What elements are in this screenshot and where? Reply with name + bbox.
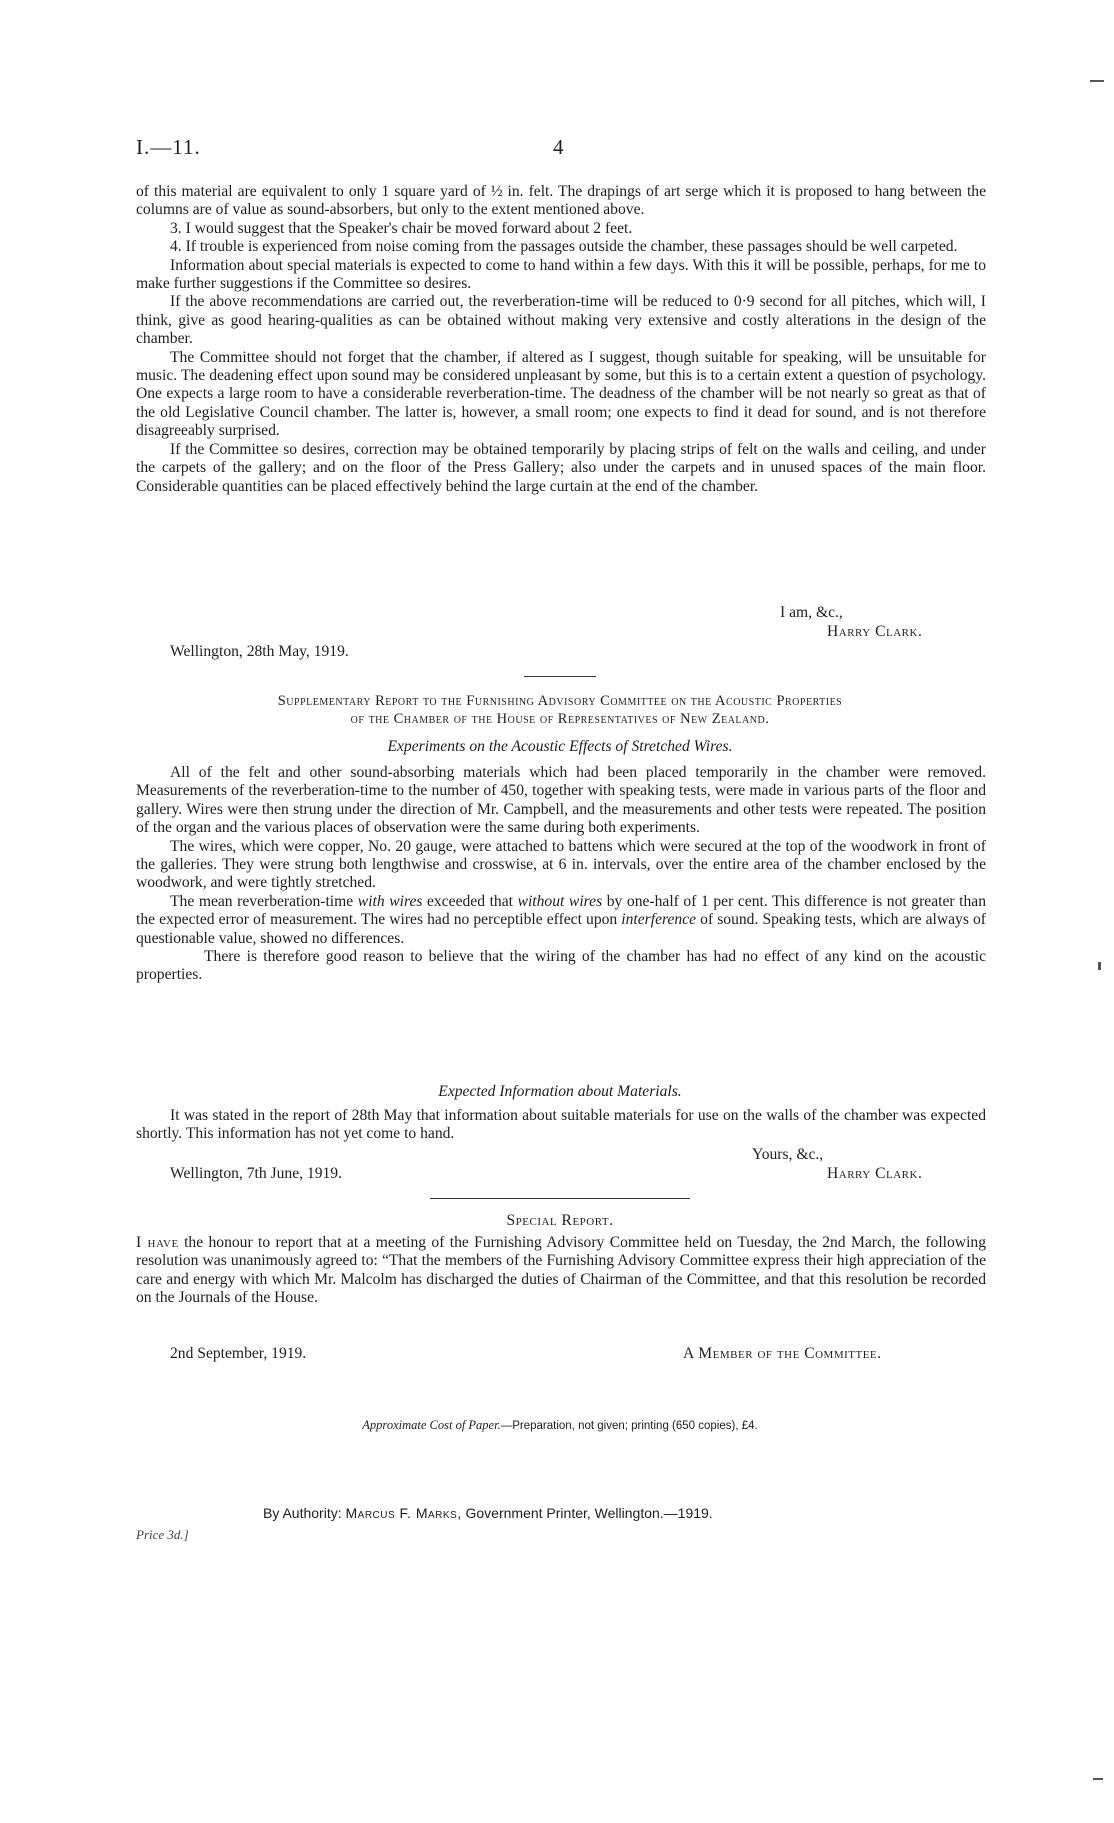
- place-date: Wellington, 7th June, 1919.: [170, 1165, 342, 1182]
- paragraph: of this material are equivalent to only 1 square yard of ½ in. felt. The drapings of art serge which it is proposed to hang between the columns are of value as sound-absorbers, but only to the extent mentioned above.: [136, 183, 986, 219]
- report-continuation: [136, 183, 986, 496]
- printer-details: Government Printer, Wellington.—1919.: [461, 1505, 713, 1521]
- supplementary-report-title: [120, 692, 1000, 728]
- lead-in: I have: [136, 1234, 179, 1251]
- paragraph: 3. I would suggest that the Speaker's chair be moved forward about 2 feet.: [170, 219, 633, 237]
- paragraph: Information about special materials is expected to come to hand within a few days. With this it will be possible, perhaps, for me to make further suggestions if the Committee so desires.: [136, 256, 986, 293]
- cost-note: [120, 1418, 1000, 1433]
- paragraph: If the Committee so desires, correction may be obtained temporarily by placing strips of felt on the walls and ceiling, and under the carpets of the gallery; and on the floor of the Press Gallery; also under the carpets and in unused spaces of the main floor. Considerable quantities can be placed effectively behind the large curtain at the end of the chamber.: [136, 440, 986, 495]
- printer-name: Marcus F. Marks,: [345, 1505, 462, 1521]
- paragraph: The wires, which were copper, No. 20 gauge, were attached to battens which were secured at the top of the woodwork in front of the galleries. They were strung both lengthwise and crosswise, at 6 in. intervals, over the entire area of the chamber enclosed by the woodwork, and were tightly stretched.: [136, 837, 986, 892]
- signature: Harry Clark.: [827, 1165, 923, 1182]
- text-run: by one-half of 1 per cent. This difference is not greater than the expected error of measurement. The wires had no perceptible effect upon: [136, 892, 987, 929]
- place-date: Wellington, 28th May, 1919.: [170, 643, 349, 660]
- emphasis: interference: [621, 911, 697, 929]
- authority-label: By Authority:: [263, 1505, 342, 1521]
- paragraph: There is therefore good reason to believe that the wiring of the chamber has had no effect of any kind on the acoustic properties.: [136, 948, 986, 984]
- report-date: 2nd September, 1919.: [170, 1345, 307, 1362]
- title-line: of the Chamber of the House of Representatives of New Zealand.: [350, 711, 770, 727]
- subtitle: Expected Information about Materials.: [438, 1083, 682, 1100]
- signature: A Member of the Committee.: [683, 1345, 882, 1362]
- text-run: The mean reverberation-time: [170, 892, 358, 910]
- special-report-title: Special Report.: [506, 1212, 614, 1229]
- signature: Harry Clark.: [827, 623, 923, 640]
- emphasis: with wires: [357, 892, 423, 910]
- paragraph-block: [136, 1107, 986, 1144]
- scan-mark: [1090, 80, 1104, 82]
- text-run: the honour to report that at a meeting of the Furnishing Advisory Committee held on Tuesday, the 2nd March, the following resolution was unanimously agreed to: “That the members of the Furnishing Advisory Committee express their high appreciation of the care and energy with which Mr. Malcolm has discharged the duties of Chairman of the Committee, and that this resolution be recorded on the Journals of the House.: [136, 1234, 986, 1307]
- section-divider: [430, 1198, 690, 1199]
- special-report-body: [136, 1234, 986, 1308]
- title-line: Supplementary Report to the Furnishing Advisory Committee on the Acoustic Properties: [277, 693, 843, 709]
- scan-mark: [1098, 962, 1101, 970]
- printer-imprint: [263, 1505, 713, 1521]
- closing-salutation: Yours, &c.,: [752, 1146, 824, 1163]
- paragraph: The Committee should not forget that the chamber, if altered as I suggest, though suitable for speaking, will be unsuitable for music. The deadening effect upon sound may be considered unpleasant by some, but this is to a certain extent a question of psychology. One expects a large room to have a considerable reverberation-time. The deadness of the chamber will be not nearly so great as that of the old Legislative Council chamber. The latter is, however, a small room; one expects to find it dead for sound, and is not therefore disagreeably surprised.: [136, 348, 986, 440]
- paragraph: All of the felt and other sound-absorbing materials which had been placed temporarily in the chamber were removed. Measurements of the reverberation-time to the number of 450, together with speaking tests, were made in various parts of the floor and gallery. Wires were then strung under the direction of Mr. Campbell, and the measurements and other tests were repeated. The position of the organ and the various places of observation were the same during both experiments.: [136, 764, 986, 837]
- price: Price 3d.]: [136, 1527, 189, 1542]
- emphasis: without wires: [517, 892, 603, 910]
- closing-salutation: I am, &c.,: [780, 604, 843, 621]
- paragraph: 4. If trouble is experienced from noise coming from the passages outside the chamber, these passages should be well carpeted.: [170, 238, 958, 256]
- paragraph: [136, 1234, 986, 1308]
- cost-label: Approximate Cost of Paper.: [362, 1418, 501, 1432]
- document-reference: I.—11.: [136, 135, 201, 159]
- text-run: exceeded that: [422, 892, 518, 910]
- subtitle: Experiments on the Acoustic Effects of Stretched Wires.: [387, 738, 733, 755]
- page-number: 4: [553, 135, 565, 159]
- supplementary-report-body: [136, 764, 986, 985]
- cost-text: —Preparation, not given; printing (650 copies), £4.: [500, 1420, 758, 1432]
- scan-mark: [1093, 1778, 1103, 1780]
- paragraph: If the above recommendations are carried out, the reverberation-time will be reduced to 0·9 second for all pitches, which will, I think, give as good hearing-qualities as can be obtained without making very extensive and costly alterations in the design of the chamber.: [136, 293, 986, 348]
- section-divider: [524, 676, 596, 677]
- paragraph: [136, 893, 986, 948]
- text-run: of sound. Speaking tests, which are always of questionable value, showed no differences.: [136, 911, 986, 947]
- paragraph: It was stated in the report of 28th May that information about suitable materials for use on the walls of the chamber was expected shortly. This information has not yet come to hand.: [136, 1107, 986, 1143]
